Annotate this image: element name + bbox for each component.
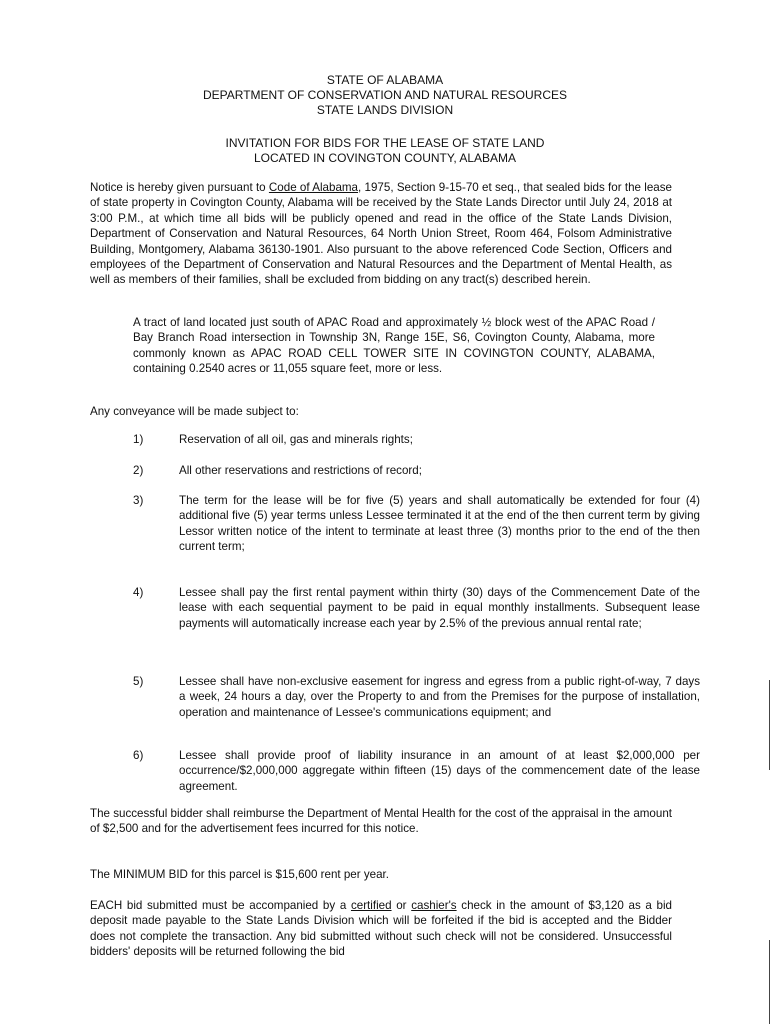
deposit-text-rest: check in the amount of $3,120 as a bid deposit made payable to the State Lands Division which will be forfeited if the bid is accepted and the Bidder does not complete the transaction. Any bid submitted without such check will not be considered. Unsuccessful bidders' deposits will be returned following the bid xyxy=(90,899,672,959)
certified-term: certified xyxy=(350,899,392,912)
notice-text-start: Notice is hereby given pursuant to xyxy=(90,181,269,194)
condition-number: 2) xyxy=(133,464,144,477)
condition-number: 1) xyxy=(133,433,144,446)
condition-number: 6) xyxy=(133,749,144,762)
conveyance-intro: Any conveyance will be made subject to: xyxy=(90,405,299,418)
tract-description: A tract of land located just south of APAC Road and approximately ½ block west of the APAC Road / Bay Branch Road intersection in Township 3N, Range 15E, S6, Covington County, Alabama, more commonly known as APAC ROAD CELL TOWER SITE IN COVINGTON COUNTY, ALABAMA, containing 0.2540 acres or 11,055 square feet, more or less. xyxy=(133,316,655,376)
cashiers-term: cashier's xyxy=(411,899,457,912)
header-division: STATE LANDS DIVISION xyxy=(316,103,454,117)
header-state: STATE OF ALABAMA xyxy=(326,73,444,87)
code-of-alabama-reference: Code of Alabama xyxy=(268,181,359,194)
condition-text: Lessee shall pay the first rental payment within thirty (30) days of the Commencement Date of the lease with each sequential payment to be paid in equal monthly installments. Subsequent lease payments will automatically increase each year by 2.5% of the previous annual rental rate; xyxy=(179,586,700,630)
condition-number: 3) xyxy=(133,494,144,507)
condition-text: Reservation of all oil, gas and minerals rights; xyxy=(179,433,413,446)
deposit-text-or: or xyxy=(391,899,412,912)
deposit-paragraph xyxy=(90,898,672,960)
header-department: DEPARTMENT OF CONSERVATION AND NATURAL RESOURCES xyxy=(202,88,568,102)
condition-text: The term for the lease will be for five (5) years and shall automatically be extended for four (4) additional five (5) year terms unless Lessee terminated it at the end of the then current term by giving Lessor written notice of the intent to terminate at least three (3) months prior to the end of the then current term; xyxy=(179,494,700,554)
condition-text: All other reservations and restrictions of record; xyxy=(179,464,422,477)
condition-text: Lessee shall provide proof of liability insurance in an amount of at least $2,000,000 per occurrence/$2,000,000 aggregate within fifteen (15) days of the commencement date of the lease agreement. xyxy=(179,749,700,793)
notice-paragraph xyxy=(90,180,672,288)
title-line-2: LOCATED IN COVINGTON COUNTY, ALABAMA xyxy=(253,151,517,165)
reimbursement-paragraph: The successful bidder shall reimburse the Department of Mental Health for the cost of the appraisal in the amount of $2,500 and for the advertisement fees incurred for this notice. xyxy=(90,807,672,836)
minimum-bid-paragraph: The MINIMUM BID for this parcel is $15,600 rent per year. xyxy=(90,868,389,881)
document-title xyxy=(0,136,770,166)
condition-number: 5) xyxy=(133,675,144,688)
title-line-1: INVITATION FOR BIDS FOR THE LEASE OF STATE LAND xyxy=(225,136,545,150)
condition-number: 4) xyxy=(133,586,144,599)
document-header xyxy=(0,73,770,118)
notice-text-rest: , 1975, Section 9-15-70 et seq., that sealed bids for the lease of state property in Covington County, Alabama will be received by the State Lands Director until July 24, 2018 at 3:00 P.M., at which time all bids will be publicly opened and read in the office of the State Lands Division, Department of Conservation and Natural Resources, 64 North Union Street, Room 464, Folsom Administrative Building, Montgomery, Alabama 36130-1901. Also pursuant to the above referenced Code Section, Officers and employees of the Department of Conservation and Natural Resources and the Department of Mental Health, as well as members of their families, shall be excluded from bidding on any tract(s) described herein. xyxy=(90,181,672,287)
condition-text: Lessee shall have non-exclusive easement for ingress and egress from a public right-of-way, 7 days a week, 24 hours a day, over the Property to and from the Premises for the purpose of installation, operation and maintenance of Lessee's communications equipment; and xyxy=(179,675,700,719)
deposit-text-start: EACH bid submitted must be accompanied by a xyxy=(90,899,351,912)
